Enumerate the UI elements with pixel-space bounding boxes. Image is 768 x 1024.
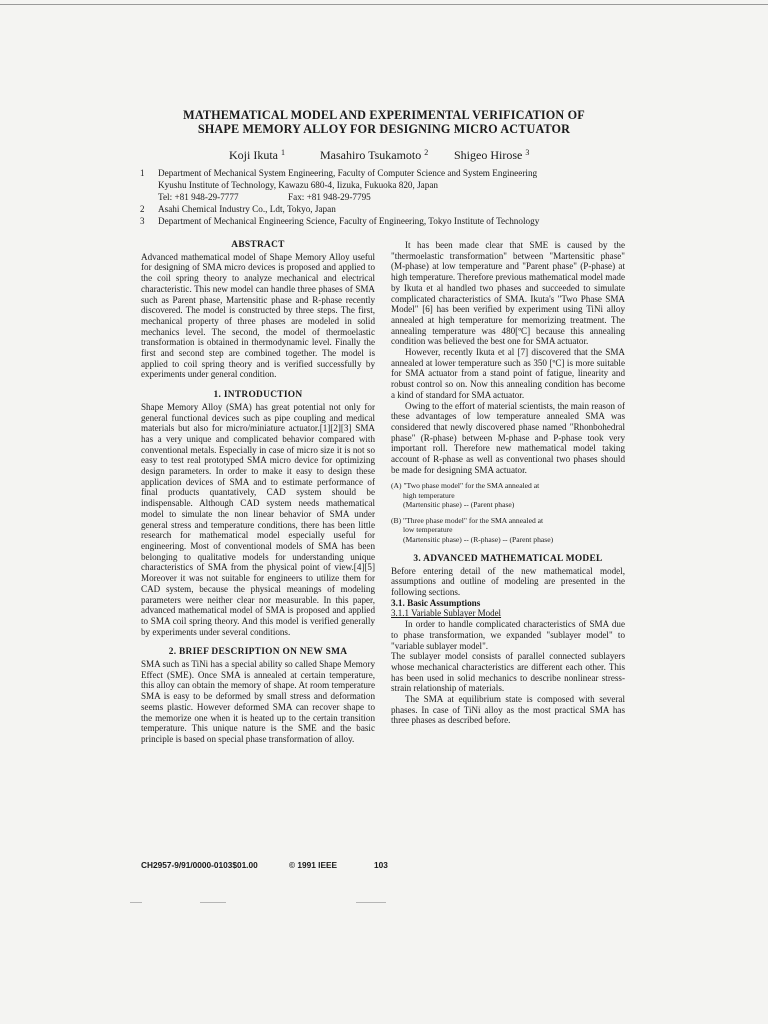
footer-page-number: 103 <box>374 860 388 870</box>
scan-artifact <box>200 902 226 903</box>
footer-copyright: © 1991 IEEE <box>289 860 338 870</box>
section-3-text: Before entering detail of the new mathematical model, assumptions and outline of modeling are presented in the following sections. <box>391 565 625 598</box>
left-column <box>141 240 375 745</box>
scan-top-edge <box>0 4 768 5</box>
phase-model-a: (A) "Two phase model" for the SMA annealed at high temperature (Martensitic phase) -- (Parent phase) <box>391 481 540 510</box>
right-paragraph-5: The sublayer model consists of parallel connected sublayers whose mechanical characteristics are different each other. This has been used in solid mechanics to describe nonlinear stress-strain relationship of materials. <box>391 651 625 694</box>
brief-heading: 2. BRIEF DESCRIPTION ON NEW SMA <box>168 647 348 658</box>
scan-artifact <box>130 902 142 903</box>
scan-artifact <box>356 902 386 903</box>
intro-heading: 1. INTRODUCTION <box>213 390 303 401</box>
right-paragraph-1: It has been made clear that SME is caused by the "thermoelastic transformation" between "Martensitic phase" (M-phase) at low temperature and "Parent phase" (P-phase) at high temperature. Therefore previous mathematical model made by Ikuta et al handled two phases and succeeded to simulate complicated characteristics of SMA. Ikuta's "Two Phase SMA Model" [6] has been verified by experiment using TiNi alloy annealed at high temperature for memorizing treatment. The annealing temperature was 480[ºC] because this annealing condition was believed the best one for SMA actuator. <box>391 240 625 347</box>
abstract-text: Advanced mathematical model of Shape Memory Alloy useful for designing of SMA micro devices is proposed and applied to the coil spring theory to analyze mechanical and electrical characteristic. This new model can handle three phases of SMA such as Parent phase, Martensitic phase and R-phase recently discovered. The model is constructed by three steps. The first, mechanical property of three phases are modeled in solid mechanics level. The second, the model of thermoelastic transformation is obtained in thermodynamic level. Finally the first and second step are combined together. The model is applied to coil spring theory and is verified successfully by experiments under general condition. <box>141 251 375 380</box>
paper-title <box>120 108 648 136</box>
intro-text: Shape Memory Alloy (SMA) has great potential not only for general functional devices such as pipe coupling and medical materials but also for micro/miniature actuator.[1][2][3] SMA has a very unique and complicated behavior compared with conventional metals. Especially in case of micro size it is not so easy to test real prototyped SMA micro device for optimizing design parameters. In order to make it easy to design these application devices of SMA and to estimate performance of final products quantatively, CAD system should be indispensable. Although CAD system needs mathematical model to simulate the non linear behavior of SMA under general stress and temperature conditions, there has been little research for mathematical model especially useful for engineering. Most of conventional models of SMA has been belonging to qualitative models for understanding unique characteristics of SMA from the physical point of view.[4][5] Moreover it was not suitable for engineers to utilize them for CAD system, because the physical meanings of modeling parameters were neither clear nor measurable. In this paper, advanced mathematical model of SMA is proposed and applied to SMA coil spring theory. And this model is verified generally by experiments under several conditions. <box>141 401 375 637</box>
author-2: Masahiro Tsukamoto $^2$ <box>320 148 429 162</box>
author-1: Koji Ikuta $^1$ <box>229 148 285 162</box>
section-3-1-heading: 3.1. Basic Assumptions <box>391 597 481 608</box>
right-paragraph-3: Owing to the effort of material scientists, the main reason of these advantages of low temperature annealed SMA was considered that newly discovered phase named "Rhonbohedral phase" (R-phase) between M-phase and P-phase took very important roll. Therefore new mathematical model taking account of R-phase as well as conventional two phases should be made for designing SMA actuator. <box>391 400 625 475</box>
paper-page: MATHEMATICAL MODEL AND EXPERIMENTAL VERIFICATION OF SHAPE MEMORY ALLOY FOR DESIGNING MICRO ACTUATOR Koji Ikuta $^1$ Masahiro Tsukamoto $^2$ Shigeo Hirose $^3$ 1 Department of Mechanical System Engineering, Faculty of Computer Science and System Engineering Kyushu Institute of Technology, Kawazu 680-4, Iizuka, Fukuoka 820, Japan Tel: +81 948-29-7777 Fax: +81 948-29-7795 2 Asahi Chemical Industry Co., Ldt, Tokyo, Japan 3 Department of Mechanical Engineering Science, Faculty of Engineering, Tokyo Institute of Technology ABSTRACT Advanced mathematical model of Shape Memory Alloy useful for designing of SMA micro devices is proposed and applied to the coil spring theory to analyze mechanical and electrical characteristic. This new model can handle three phases of SMA such as Parent phase, Martensitic phase and R-phase recently discovered. The model is constructed by three steps. The first, mechanical property of three phases are modeled in solid mechanics level. The second, the model of thermoelastic transformation is obtained in thermodynamic level. Finally the first and second step are combined together. The model is applied to coil spring theory and is verified successfully by experiments under general condition. 1. INTRODUCTION Shape Memory Alloy (SMA) has great potential not only for general functional devices such as pipe coupling and medical materials but also for micro/miniature actuator.[1][2][3] SMA has a very unique and complicated behavior compared with conventional metals. Especially in case of micro size it is not so easy to test real prototyped SMA micro device for optimizing design parameters. In order to make it easy to design these application devices of SMA and to estimate performance of final products quantatively, CAD system should be indispensable. Although CAD system needs mathematical model to simulate the non linear behavior of SMA under general stress and temperature conditions, there has been little research for mathematical model especially useful for engineering. Most of conventional models of SMA has been belonging to qualitative models for understanding unique characteristics of SMA from the physical point of view.[4][5] Moreover it was not suitable for engineers to utilize them for CAD system, because the physical meanings of modeling parameters were neither clear nor measurable. In this paper, advanced mathematical model of SMA is proposed and applied to SMA coil spring theory. And this model is verified generally by experiments under several conditions. 2. BRIEF DESCRIPTION ON NEW SMA SMA such as TiNi has a special ability so called Shape Memory Effect (SME). Once SMA is annealed at certain temperature, this alloy can obtain the memory of shape. At room temperature SMA is easy to be deformed by small stress and deformation seems plastic. However deformed SMA can recover shape to the memorize one when it is heated up to the certain transition temperature. This unique nature is the SME and the basic principle is based on special phase transformation of alloy. It has been made clear that SME is caused by the "thermoelastic transformation" between "Martensitic phase" (M-phase) at low temperature and "Parent phase" (P-phase) at high temperature. Therefore previous mathematical model made by Ikuta et al handled two phases and succeeded to simulate complicated characteristics of SMA. Ikuta's "Two Phase SMA Model" [6] has been verified by experiment using TiNi alloy annealed at high temperature for memorizing treatment. The annealing temperature was 480[ºC] because this annealing condition was believed the best one for SMA actuator. However, recently Ikuta et al [7] discovered that the SMA annealed at lower temperature such as 350 [ºC] is more suitable for SMA actuator from a stand point of fatigue, linearity and robust control so on. Now this annealing condition has become a kind of standard for SMA actuator. Owing to the effort of material scientists, the main reason of these advantages of low temperature annealed SMA was considered that newly discovered phase named "Rhonbohedral phase" (R-phase) between M-phase and P-phase took very important roll. Therefore new mathematical model taking account of R-phase as well as conventional two phases should be made for designing SMA actuator. (A) "Two phase model" for the SMA annealed at high temperature (Martensitic phase) -- (Parent phase) (B) "Three phase model" for the SMA annealed at low temperature (Martensitic phase) -- (R-phase) -- (Parent phase) 3. ADVANCED MATHEMATICAL MODEL Before entering detail of the new mathematical model, assumptions and outline of modeling are presented in the following sections. 3.1. Basic Assumptions 3.1.1 Variable Sublayer Model In order to handle complicated characteristics of SMA due to phase transformation, we expanded "sublayer model" to "variable sublayer model". The sublayer model consists of parallel connected sublayers whose mechanical characteristics are different each other. This has been used in solid mechanics to describe nonlinear stress-strain relationship of materials. The SMA at equilibrium state is composed with several phases. In case of TiNi alloy as the most practical SMA has three phases as described before. CH2957-9/91/0000-0103$01.00 © 1991 IEEE 103 <box>0 0 768 1024</box>
phase-model-b: (B) "Three phase model" for the SMA annealed at low temperature (Martensitic phase) -- (R-phase) -- (Parent phase) <box>391 515 554 544</box>
section-3-heading: 3. ADVANCED MATHEMATICAL MODEL <box>413 553 603 564</box>
footer-code: CH2957-9/91/0000-0103$01.00 <box>141 860 258 870</box>
author-3: Shigeo Hirose $^3$ <box>454 148 530 162</box>
right-column <box>391 240 625 726</box>
right-paragraph-4: In order to handle complicated characteristics of SMA due to phase transformation, we expanded "sublayer model" to "variable sublayer model". <box>391 619 625 651</box>
title-line-1: MATHEMATICAL MODEL AND EXPERIMENTAL VERIFICATION OF <box>183 108 585 122</box>
abstract-heading: ABSTRACT <box>231 240 285 250</box>
brief-text: SMA such as TiNi has a special ability so called Shape Memory Effect (SME). Once SMA is annealed at certain temperature, this alloy can obtain the memory of shape. At room temperature SMA is easy to be deformed by small stress and deformation seems plastic. However deformed SMA can recover shape to the memorize one when it is heated up to the certain transition temperature. This unique nature is the SME and the basic principle is based on special phase transformation of alloy. <box>141 659 375 744</box>
title-line-2: SHAPE MEMORY ALLOY FOR DESIGNING MICRO ACTUATOR <box>197 122 571 136</box>
right-paragraph-2: However, recently Ikuta et al [7] discovered that the SMA annealed at lower temperature such as 350 [ºC] is more suitable for SMA actuator from a stand point of fatigue, linearity and robust control so on. Now this annealing condition has become a kind of standard for SMA actuator. <box>391 347 625 400</box>
section-3-1-1-heading: 3.1.1 Variable Sublayer Model <box>391 608 502 619</box>
right-paragraph-6: The SMA at equilibrium state is composed with several phases. In case of TiNi alloy as the most practical SMA has three phases as described before. <box>391 694 625 726</box>
